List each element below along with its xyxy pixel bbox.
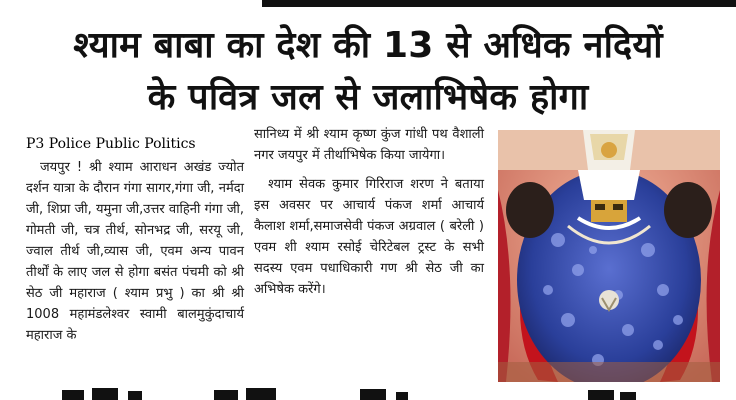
article-column-2 bbox=[254, 124, 484, 300]
shyam-baba-idol-photo bbox=[498, 130, 720, 382]
column-2-paragraph-2: श्याम सेवक कुमार गिरिराज शरण ने बताया इस अवसर पर आचार्य पंकज शर्मा आचार्य कैलाश शर्मा,समाजसेवी पंकज अग्रवाल ( बरेली ) एवम शी श्याम रसोई चेरिटेबल ट्रस्ट के सभी सदस्य एवम पधाधिकारी गण श्री सेठ जी का अभिषेक करेंगे। bbox=[254, 177, 484, 297]
next-headline-fragment bbox=[0, 382, 736, 400]
byline: P3 Police Public Politics bbox=[26, 136, 196, 152]
column-1-text: जयपुर ! श्री श्याम आराधन अखंड ज्योत दर्शन यात्रा के दौरान गंगा सागर,गंगा जी, नर्मदा जी, शिप्रा जी, यमुना जी,उत्तर वाहिनी गंगा जी, गोमती जी, चत्र तीर्थ, सोनभद्र जी, सरयू जी, ज्वाल तीर्थ जी,व्यास जी, एवम अन्य पावन तीर्थों के लाए जल से होगा बसंत पंचमी को श्री सेठ जी महाराज ( श्याम प्रभु ) का श्री श्री 1008 महामंडलेश्वर स्वामी बालमुकुंदाचार्य महाराज के bbox=[26, 160, 244, 343]
headline-line-2: के पवित्र जल से जलाभिषेक होगा bbox=[147, 77, 589, 118]
column-2-paragraph-1: सानिध्य में श्री श्याम कृष्ण कुंज गांधी पथ वैशाली नगर जयपुर में तीर्थाभिषेक किया जायेगा। bbox=[254, 127, 484, 163]
shyam-baba-idol-icon bbox=[498, 130, 720, 382]
cropped-text-fragment bbox=[0, 382, 736, 400]
article-column-1 bbox=[26, 134, 244, 346]
headline-line-1: श्याम बाबा का देश की 13 से अधिक नदियों bbox=[73, 25, 663, 66]
top-rule bbox=[262, 0, 736, 7]
